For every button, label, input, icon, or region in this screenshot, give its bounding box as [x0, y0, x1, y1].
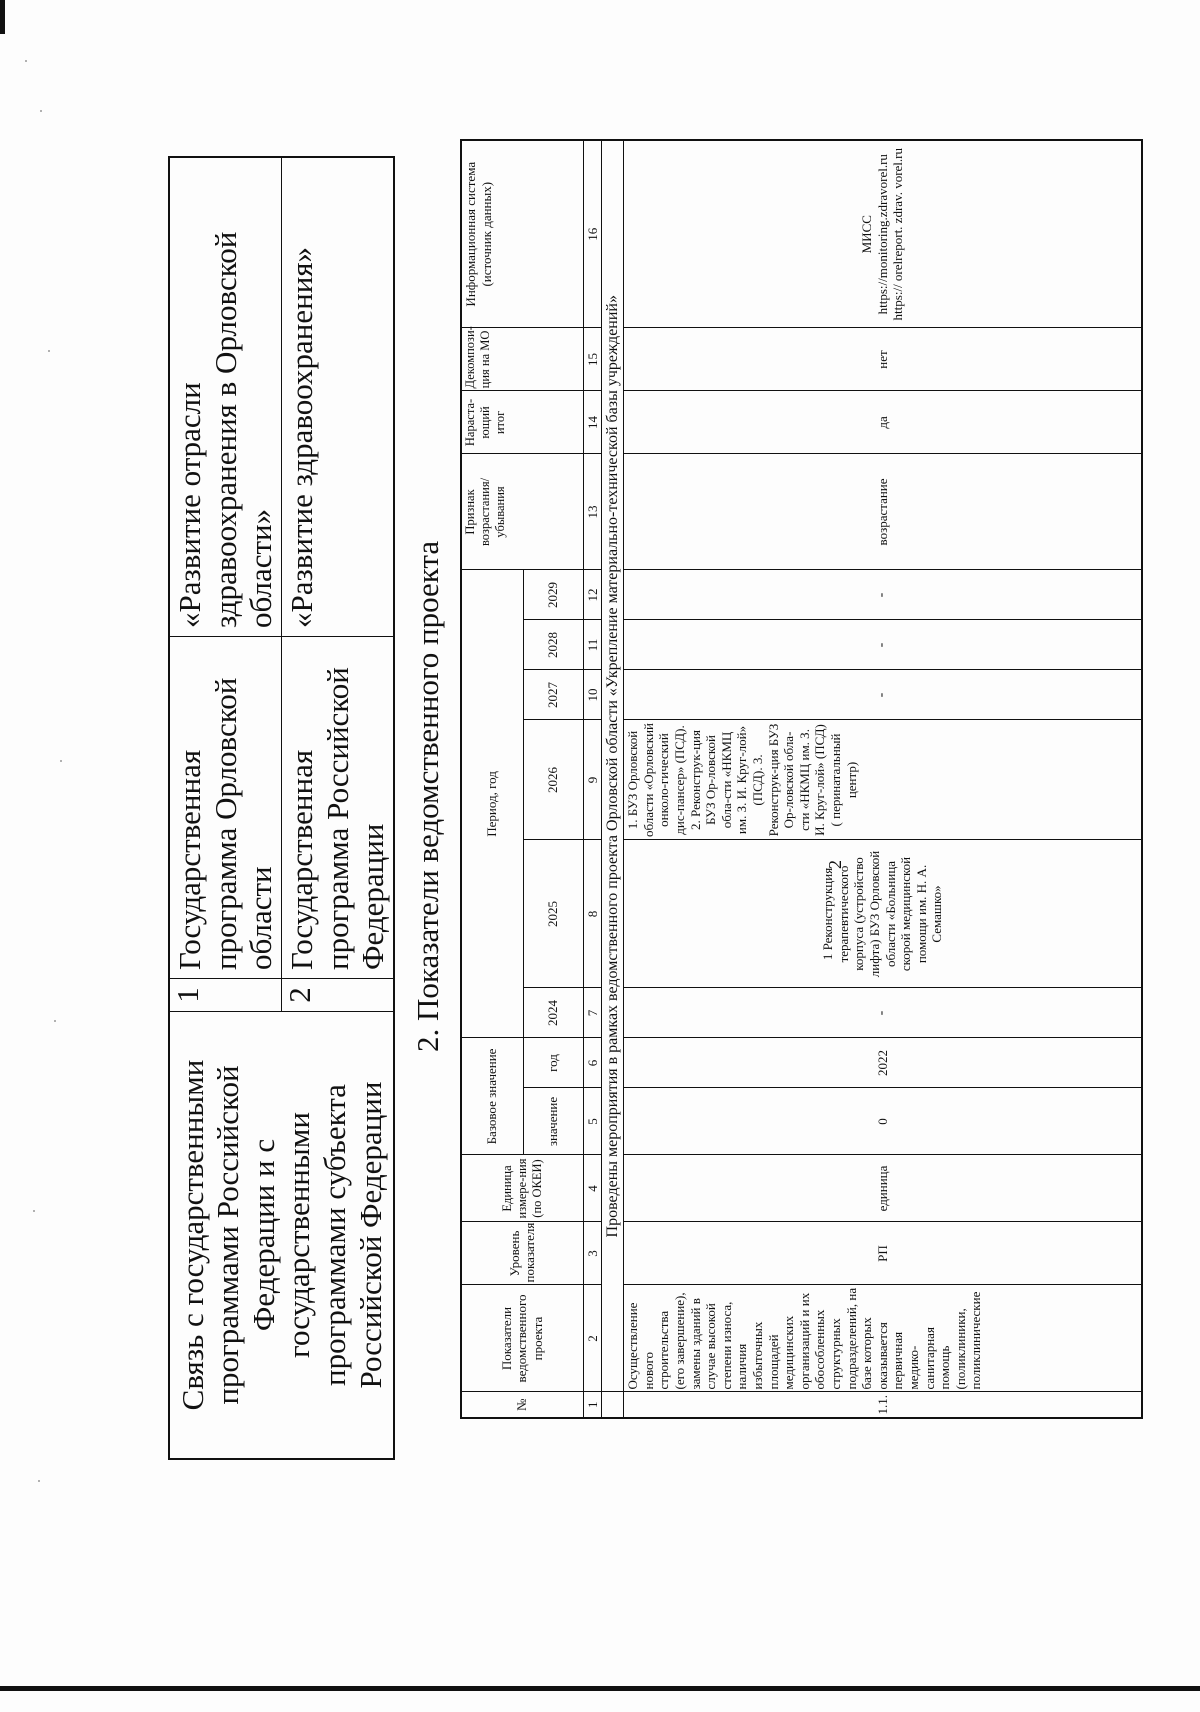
col-number: 5: [583, 1088, 602, 1155]
link-row-name: Государственная программа Орловской области: [169, 637, 281, 979]
header-year: 2029: [523, 570, 583, 620]
col-number: 4: [583, 1155, 602, 1222]
header-decomposition: Декомпози-ция на МО: [461, 328, 583, 391]
col-number: 2: [583, 1285, 602, 1392]
header-info-system: Информационная система (источник данных): [461, 140, 583, 328]
col-number: 16: [583, 140, 602, 328]
col-number: 14: [583, 391, 602, 454]
col-number: 1: [583, 1392, 602, 1418]
col-number: 8: [583, 840, 602, 988]
scan-speck: [25, 60, 27, 62]
row-2026: 1. БУЗ Орловской области «Орловский онколо-гический дис-пансер» (ПСД). 2. Реконструк-ция БУЗ Ор-ловской обла-сти «НКМЦ им. З. И. Круг-лой» (ПСД). 3. Реконструк-ция БУЗ Ор-ловской обла-сти «НКМЦ им. З. И. Круг-лой» (ПСД) ( перинатальный центр): [624, 720, 1142, 840]
col-number: 7: [583, 988, 602, 1038]
row-2029: -: [624, 570, 1142, 620]
row-cumulative: да: [624, 391, 1142, 454]
header-year: 2025: [523, 840, 583, 988]
row-base-value: 0: [624, 1088, 1142, 1155]
row-level: РП: [624, 1222, 1142, 1285]
header-period: Период, год: [461, 570, 523, 1038]
header-year: 2024: [523, 988, 583, 1038]
row-2025: 1 Реконструкция терапевтического корпуса (устройство лифта) БУЗ Орловской области «Больница скорой медицинской помощи им. Н. А. Семашко»: [624, 840, 1142, 988]
scan-speck: [40, 110, 42, 112]
section-row: Проведены мероприятия в рамках ведомственного проекта Орловской области «Укрепление материально-технической базы учреждений»: [602, 140, 624, 1392]
header-year: 2028: [523, 620, 583, 670]
header-indicator: Показатели ведомственного проекта: [461, 1285, 583, 1392]
row-decomposition: нет: [624, 328, 1142, 391]
col-number: 11: [583, 620, 602, 670]
programs-link-table: [168, 156, 395, 1460]
col-number: 3: [583, 1222, 602, 1285]
header-cumulative: Нараста-ющий итог: [461, 391, 583, 454]
header-level: Уровень показателя: [461, 1222, 583, 1285]
row-num: 1.1.: [624, 1392, 1142, 1418]
scan-speck: [33, 1210, 35, 1212]
col-number: 6: [583, 1038, 602, 1088]
header-year: 2027: [523, 670, 583, 720]
col-number: 13: [583, 454, 602, 570]
scan-speck: [48, 350, 50, 352]
col-number: 9: [583, 720, 602, 840]
link-row-num: 1: [169, 979, 281, 1012]
link-row-value: «Развитие здравоохранения»: [281, 157, 393, 637]
scan-hole-mark: [0, 1686, 1200, 1691]
scan-speck: [54, 1020, 56, 1022]
header-unit: Единица измере-ния (по ОКЕИ): [461, 1155, 583, 1222]
scan-hole-mark: [0, 0, 5, 34]
header-sign: Признак возрастания/ убывания: [461, 454, 583, 570]
header-num: №: [461, 1392, 583, 1418]
col-number: 15: [583, 328, 602, 391]
row-2027: -: [624, 670, 1142, 720]
row-sign: возрастание: [624, 454, 1142, 570]
scan-speck: [38, 1480, 40, 1482]
col-number: 10: [583, 670, 602, 720]
links-heading: Связь с государственными программами Российской Федерации и с государственными программами субъекта Российской Федерации: [169, 1012, 394, 1460]
row-unit: единица: [624, 1155, 1142, 1222]
col-number: 12: [583, 570, 602, 620]
section-title: 2. Показатели ведомственного проекта: [410, 540, 445, 1052]
page-number: 2: [825, 860, 845, 869]
header-base-value: значение: [523, 1088, 583, 1155]
link-row-name: Государственная программа Российской Федерации: [281, 637, 393, 979]
header-year: 2026: [523, 720, 583, 840]
header-base: Базовое значение: [461, 1038, 523, 1155]
scan-speck: [60, 760, 62, 762]
row-2024: -: [624, 988, 1142, 1038]
row-indicator: Осуществление нового строительства (его завершение), замены зданий в случае высокой степени износа, наличия избыточных площадей медицинских организаций и их обособленных структурных подразделений, на базе которых оказывается первичная медико-санитарная помощь (поликлиники, поликлинические: [624, 1285, 1142, 1392]
link-row-num: 2: [281, 979, 393, 1012]
header-base-year: год: [523, 1038, 583, 1088]
row-info-system: МИСС https://monitoring.zdravorel.ru https:// orelreport. zdrav. vorel.ru: [624, 140, 1142, 328]
indicators-table: [460, 139, 1143, 1419]
link-row-value: «Развитие отрасли здравоохранения в Орловской области»: [169, 157, 281, 637]
row-2028: -: [624, 620, 1142, 670]
row-base-year: 2022: [624, 1038, 1142, 1088]
